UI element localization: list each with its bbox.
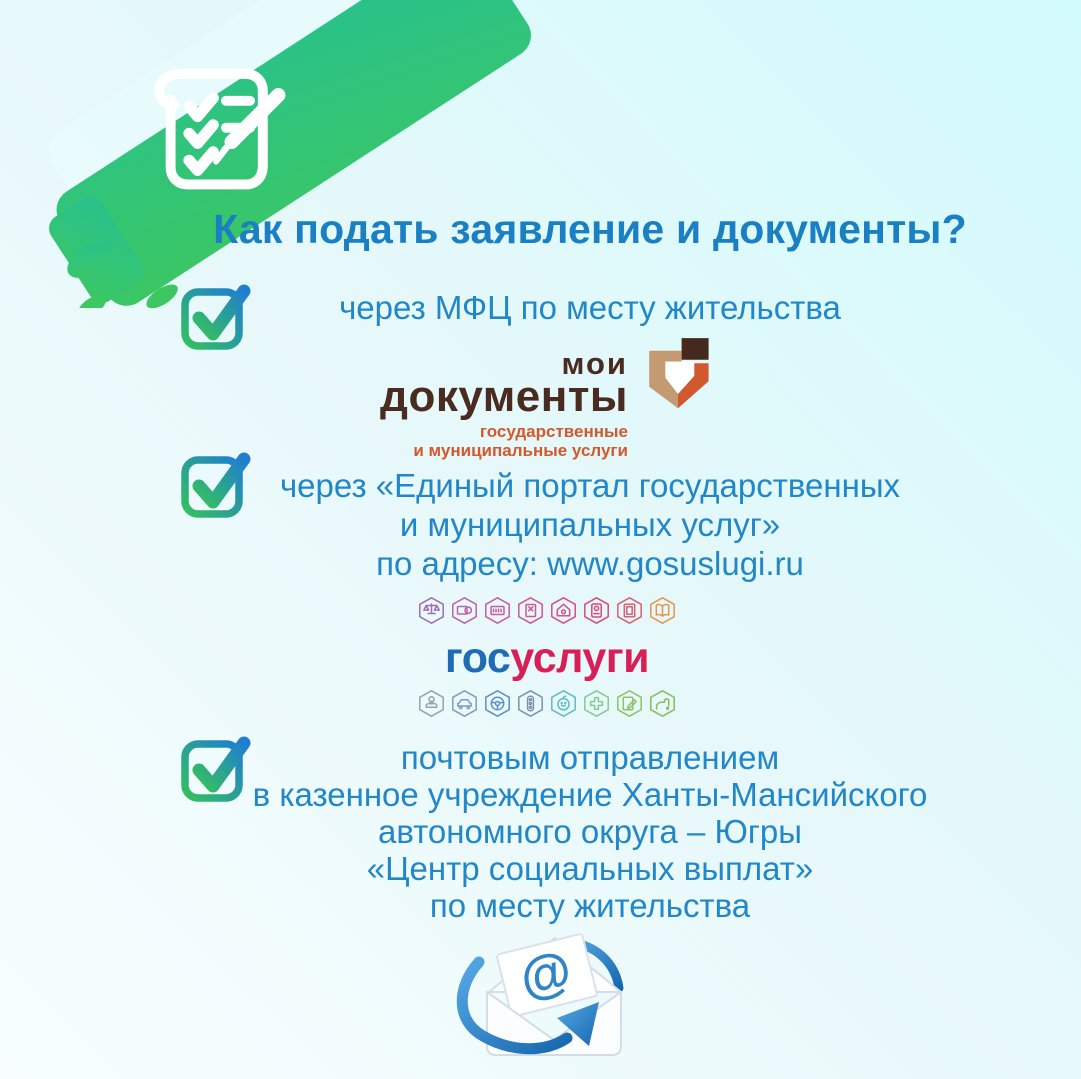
bullet-3-line: в казенное учреждение Ханты-Мансийского <box>252 776 928 813</box>
gosuslugi-stamp-icon <box>417 689 446 718</box>
moi-dokumenty-wordmark <box>380 335 628 460</box>
bullet-3-text <box>99 739 1081 924</box>
gosuslugi-payment-icon <box>450 596 479 625</box>
gosuslugi-house-icon <box>549 596 578 625</box>
bullet-3-line: по месту жительства <box>429 887 751 924</box>
bullet-1-text <box>99 288 1081 327</box>
bullet-2-line: через «Единый портал государственных <box>279 467 901 504</box>
bullet-3-line: автономного округа – Югры <box>377 813 802 850</box>
gosuslugi-booklet-icon <box>615 596 644 625</box>
moi-dokumenty-subtitle <box>380 422 628 460</box>
gosuslugi-word-gos: гос <box>444 634 511 682</box>
gosuslugi-traffic-light-icon <box>516 689 545 718</box>
bullet-2-text <box>99 466 1081 583</box>
gosuslugi-icons-top-row <box>13 596 1081 625</box>
gosuslugi-icons-bottom-row <box>13 689 1081 718</box>
moi-dokumenty-word2: документы <box>380 372 628 421</box>
checklist-icon <box>138 52 294 212</box>
moi-dokumenty-subtitle-line1: государственные <box>479 422 628 441</box>
gosuslugi-book-icon <box>648 596 677 625</box>
gosuslugi-car-icon <box>450 689 479 718</box>
moi-dokumenty-logo <box>13 335 1081 460</box>
gosuslugi-document-icon <box>516 596 545 625</box>
bullet-1-line: через МФЦ по месту жительства <box>339 289 841 326</box>
page-title: Как подать заявление и документы? <box>213 206 967 252</box>
bullet-2-line: и муниципальных услуг» <box>399 506 781 543</box>
gosuslugi-baby-icon <box>549 689 578 718</box>
moi-dokumenty-word1: мои <box>561 346 628 381</box>
bullet-2-line: по адресу: www.gosuslugi.ru <box>376 545 804 582</box>
gosuslugi-logo <box>13 633 1081 683</box>
moi-dokumenty-subtitle-line2: и муниципальные услуги <box>413 441 628 460</box>
gosuslugi-edit-document-icon <box>615 689 644 718</box>
bullet-3-line: почтовым отправлением <box>400 739 780 776</box>
gosuslugi-steering-wheel-icon <box>483 689 512 718</box>
gosuslugi-medical-cross-icon <box>582 689 611 718</box>
gosuslugi-word-uslugi: услуги <box>510 634 650 682</box>
bullet-3-line: «Центр социальных выплат» <box>366 850 814 887</box>
gosuslugi-inn-card-icon <box>483 596 512 625</box>
moi-dokumenty-shield-icon <box>642 335 714 415</box>
at-symbol: @ <box>514 940 578 1009</box>
gosuslugi-faucet-icon <box>648 689 677 718</box>
email-envelope-icon <box>449 928 649 1066</box>
gosuslugi-scales-icon <box>417 596 446 625</box>
gosuslugi-passport-icon <box>582 596 611 625</box>
